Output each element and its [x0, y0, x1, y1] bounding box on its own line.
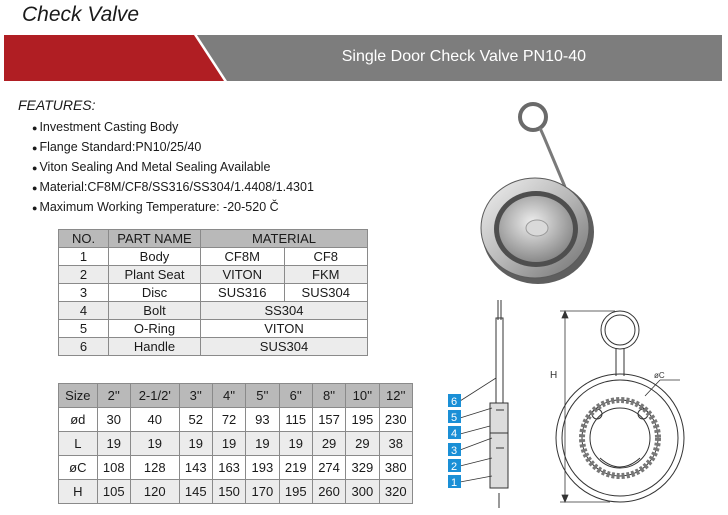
parts-table [58, 229, 368, 356]
dim-h-label: H [550, 370, 558, 381]
feature-item: ● Material:CF8M/CF8/SS316/SS304/1.4408/1.4301 [32, 180, 314, 194]
table-cell: 300 [346, 480, 379, 504]
table-cell: 19 [179, 432, 212, 456]
table-cell: 29 [312, 432, 345, 456]
header-size-col: 10'' [346, 384, 379, 408]
callout-4 [448, 426, 461, 440]
header-size-col: 5'' [246, 384, 279, 408]
table-cell: 19 [97, 432, 130, 456]
bullet-icon: ● [32, 183, 38, 193]
bullet-icon: ● [32, 163, 38, 173]
table-cell: 29 [346, 432, 379, 456]
cell-material: SUS304 [284, 284, 368, 302]
callout-label: 4 [451, 428, 458, 440]
bullet-icon: ● [32, 203, 38, 213]
table-row [59, 456, 413, 480]
table-header-row [59, 384, 413, 408]
cell-material: SUS304 [201, 338, 368, 356]
header-size-col: 2-1/2' [130, 384, 179, 408]
table-cell: 105 [97, 480, 130, 504]
banner-title: Single Door Check Valve PN10-40 [341, 48, 586, 65]
cell-material: SS304 [201, 302, 368, 320]
table-cell: 170 [246, 480, 279, 504]
callout-label: 5 [451, 412, 458, 424]
header-material: MATERIAL [201, 230, 368, 248]
table-cell: 19 [246, 432, 279, 456]
valve-photo [470, 95, 720, 295]
header-size-col: 4'' [212, 384, 245, 408]
table-cell: 52 [179, 408, 212, 432]
table-header-row [59, 230, 368, 248]
front-view [556, 311, 684, 502]
table-cell: 320 [379, 480, 412, 504]
table-cell: 40 [130, 408, 179, 432]
table-row [59, 248, 368, 266]
table-cell: 38 [379, 432, 412, 456]
cell-name: Handle [109, 338, 201, 356]
cell-no: 4 [59, 302, 109, 320]
disc-boss [526, 220, 548, 236]
table-cell: 195 [279, 480, 312, 504]
row-label: L [59, 432, 98, 456]
callout-1 [448, 475, 461, 489]
table-cell: 120 [130, 480, 179, 504]
table-cell: 93 [246, 408, 279, 432]
table-row [59, 302, 368, 320]
technical-drawing [440, 298, 725, 510]
table-row [59, 432, 413, 456]
feature-item: ● Maximum Working Temperature: -20-520 Č [32, 200, 279, 214]
table-cell: 380 [379, 456, 412, 480]
table-row [59, 408, 413, 432]
table-cell: 19 [130, 432, 179, 456]
cell-name: O-Ring [109, 320, 201, 338]
callout-3 [448, 443, 461, 457]
table-row [59, 266, 368, 284]
table-row [59, 320, 368, 338]
header-size-col: 2'' [97, 384, 130, 408]
table-row [59, 480, 413, 504]
table-row [59, 284, 368, 302]
table-cell: 193 [246, 456, 279, 480]
header-no: NO. [59, 230, 109, 248]
handle-ring [520, 104, 546, 130]
title-banner [4, 35, 722, 81]
feature-item: ● Flange Standard:PN10/25/40 [32, 140, 202, 154]
table-row [59, 338, 368, 356]
features-list [32, 118, 314, 218]
table-cell: 19 [212, 432, 245, 456]
cell-material: VITON [201, 266, 285, 284]
dim-c-label: øC [654, 371, 665, 380]
table-cell: 329 [346, 456, 379, 480]
table-cell: 163 [212, 456, 245, 480]
table-cell: 150 [212, 480, 245, 504]
cell-material: CF8M [201, 248, 285, 266]
table-cell: 145 [179, 480, 212, 504]
table-cell: 195 [346, 408, 379, 432]
table-cell: 72 [212, 408, 245, 432]
cell-no: 3 [59, 284, 109, 302]
cell-no: 1 [59, 248, 109, 266]
table-cell: 274 [312, 456, 345, 480]
header-size-col: 12'' [379, 384, 412, 408]
size-table [58, 383, 413, 504]
callout-label: 3 [451, 445, 458, 457]
cell-material: CF8 [284, 248, 368, 266]
table-cell: 260 [312, 480, 345, 504]
feature-item: ● Investment Casting Body [32, 120, 179, 134]
section-view [490, 300, 508, 508]
header-size-col: 6'' [279, 384, 312, 408]
table-cell: 115 [279, 408, 312, 432]
table-cell: 143 [179, 456, 212, 480]
callout-5 [448, 410, 461, 424]
cell-name: Disc [109, 284, 201, 302]
callout-label: 1 [451, 477, 458, 489]
table-cell: 230 [379, 408, 412, 432]
header-size-col: 8'' [312, 384, 345, 408]
cell-material: SUS316 [201, 284, 285, 302]
features-title: FEATURES: [18, 97, 96, 113]
table-cell: 108 [97, 456, 130, 480]
table-cell: 30 [97, 408, 130, 432]
table-cell: 128 [130, 456, 179, 480]
callout-2 [448, 459, 461, 473]
header-part-name: PART NAME [109, 230, 201, 248]
bullet-icon: ● [32, 143, 38, 153]
header-size-col: 3'' [179, 384, 212, 408]
cell-material: FKM [284, 266, 368, 284]
callout-label: 6 [451, 396, 458, 408]
cell-name: Bolt [109, 302, 201, 320]
cell-no: 5 [59, 320, 109, 338]
page-title: Check Valve [22, 3, 140, 26]
bullet-icon: ● [32, 123, 38, 133]
feature-item: ● Viton Sealing And Metal Sealing Available [32, 160, 271, 174]
header-size: Size [59, 384, 98, 408]
callout-label: 2 [451, 461, 458, 473]
table-cell: 19 [279, 432, 312, 456]
table-cell: 157 [312, 408, 345, 432]
cell-name: Body [109, 248, 201, 266]
row-label: H [59, 480, 98, 504]
cell-material: VITON [201, 320, 368, 338]
banner-red-block [4, 35, 224, 81]
cell-name: Plant Seat [109, 266, 201, 284]
cell-no: 6 [59, 338, 109, 356]
row-label: ød [59, 408, 98, 432]
callout-6 [448, 394, 461, 408]
row-label: øC [59, 456, 98, 480]
table-cell: 219 [279, 456, 312, 480]
cell-no: 2 [59, 266, 109, 284]
